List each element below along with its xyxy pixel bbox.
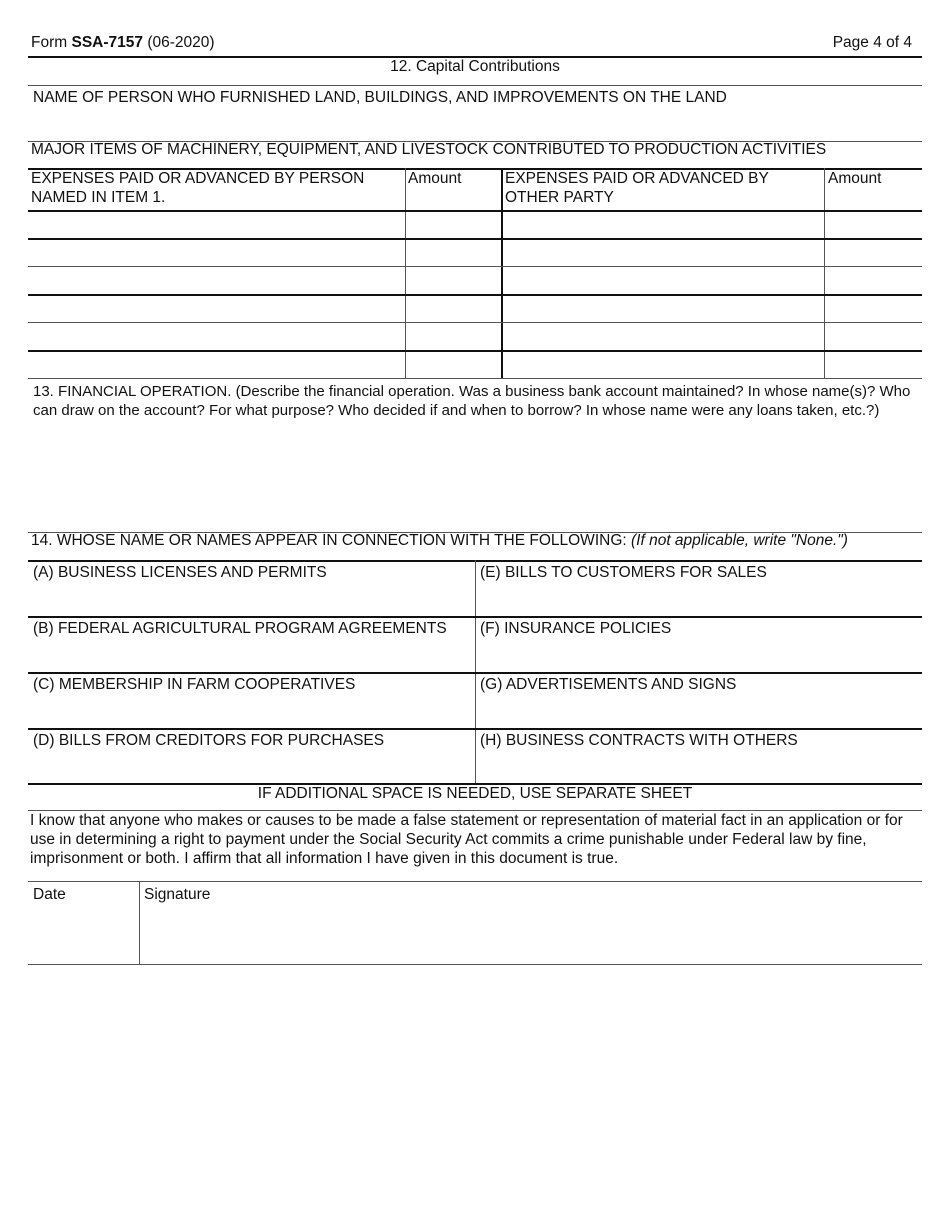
item-c-label: (C) MEMBERSHIP IN FARM COOPERATIVES (33, 676, 356, 693)
section-14-heading: 14. WHOSE NAME OR NAMES APPEAR IN CONNECTION WITH THE FOLLOWING: (31, 532, 627, 549)
date-label: Date (33, 886, 66, 903)
item-b-label: (B) FEDERAL AGRICULTURAL PROGRAM AGREEMENTS (33, 620, 447, 637)
expenses-other-cells[interactable] (503, 211, 823, 377)
machinery-label: MAJOR ITEMS OF MACHINERY, EQUIPMENT, AND LIVESTOCK CONTRIBUTED TO PRODUCTION ACTIVITIES (31, 141, 827, 158)
item-f-input[interactable] (477, 640, 922, 670)
col-person-header: EXPENSES PAID OR ADVANCED BY PERSON NAMED IN ITEM 1. (31, 170, 365, 206)
divider (28, 85, 922, 86)
item-c-input[interactable] (28, 696, 474, 726)
date-input[interactable] (28, 906, 138, 962)
form-prefix: Form (31, 34, 68, 51)
section-14-title (31, 531, 848, 550)
expenses-person-cells[interactable] (28, 211, 404, 377)
signature-top-rule (28, 881, 922, 882)
land-input[interactable] (28, 108, 922, 140)
signature-bottom-rule (28, 964, 922, 965)
item-a-label: (A) BUSINESS LICENSES AND PERMITS (33, 564, 327, 581)
item-a-input[interactable] (28, 584, 474, 614)
col-amount-1-header: Amount (408, 170, 462, 187)
form-id (31, 33, 215, 52)
grid-row-rule (28, 616, 922, 618)
grid-row-rule (28, 672, 922, 674)
page-number: Page 4 of 4 (832, 34, 912, 51)
signature-label: Signature (144, 886, 211, 903)
item-d-input[interactable] (28, 752, 474, 782)
item-e-label: (E) BILLS TO CUSTOMERS FOR SALES (480, 564, 767, 581)
item-f-label: (F) INSURANCE POLICIES (480, 620, 672, 637)
signature-input[interactable] (141, 906, 922, 962)
grid-row-rule (28, 728, 922, 730)
section-14-note: (If not applicable, write "None.") (631, 532, 848, 549)
certification-text: I know that anyone who makes or causes to be made a false statement or representation of material fact in an application or for use in determining a right to payment under the Social Security Act commits a crime punishable under Federal law by fine, imprisonment or both. I affirm that all information I have given in this document is true. (30, 812, 903, 867)
item-e-input[interactable] (477, 584, 922, 614)
additional-space-note: IF ADDITIONAL SPACE IS NEEDED, USE SEPARATE SHEET (257, 785, 693, 802)
signature-col-divider (139, 881, 140, 964)
section-13-description: (Describe the financial operation. Was a business bank account maintained? In whose name(s)? Who can draw on the account? For what purpose? Who decided if and when to borrow? In whose name were any loans taken, etc.?) (33, 383, 911, 419)
table-bottom-rule (28, 378, 922, 379)
section-13-text (33, 382, 913, 420)
item-h-label: (H) BUSINESS CONTRACTS WITH OTHERS (480, 732, 798, 749)
item-b-input[interactable] (28, 640, 474, 670)
section-12-title: 12. Capital Contributions (390, 58, 560, 75)
col-other-header: EXPENSES PAID OR ADVANCED BY OTHER PARTY (505, 170, 769, 206)
land-label: NAME OF PERSON WHO FURNISHED LAND, BUILDINGS, AND IMPROVEMENTS ON THE LAND (33, 89, 727, 106)
amount-2-cells[interactable] (825, 211, 922, 377)
item-d-label: (D) BILLS FROM CREDITORS FOR PURCHASES (33, 732, 385, 749)
item-g-label: (G) ADVERTISEMENTS AND SIGNS (480, 676, 737, 693)
col-amount-2-header: Amount (828, 170, 882, 187)
financial-operation-input[interactable] (28, 422, 922, 530)
section-13-heading: FINANCIAL OPERATION. (58, 383, 232, 400)
section-13-number: 13. (33, 383, 54, 400)
amount-1-cells[interactable] (406, 211, 500, 377)
form-number: SSA-7157 (71, 34, 143, 51)
item-h-input[interactable] (477, 752, 922, 782)
item-g-input[interactable] (477, 696, 922, 726)
form-date: (06-2020) (147, 34, 215, 51)
